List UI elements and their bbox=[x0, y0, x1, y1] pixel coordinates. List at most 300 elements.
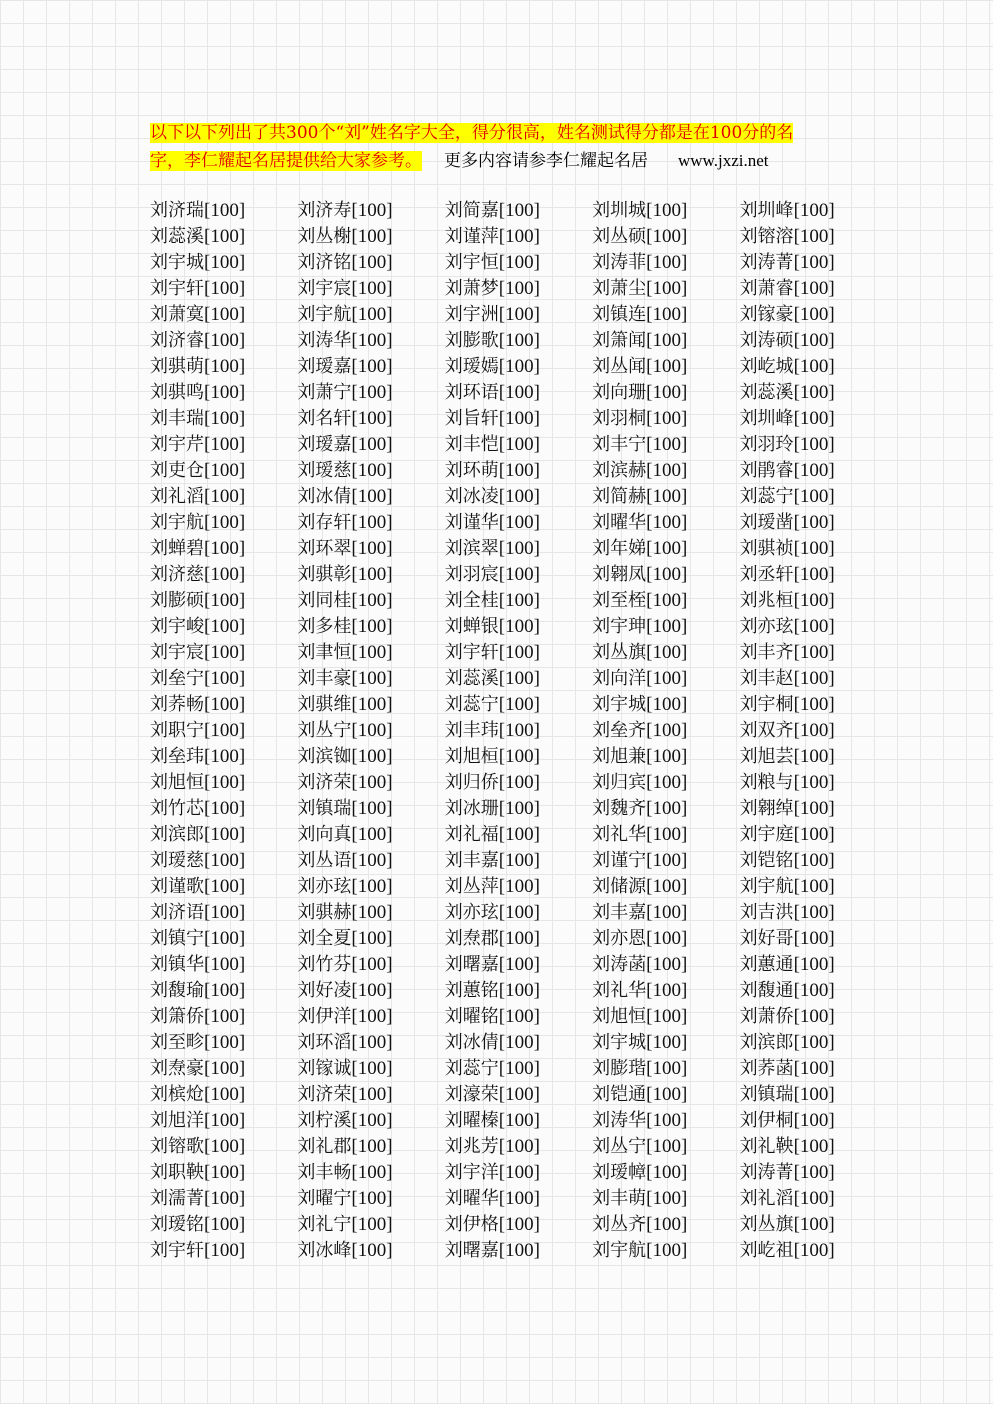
name-text: 刘双齐 bbox=[739, 720, 794, 741]
name-text: 刘竹芯 bbox=[150, 798, 204, 819]
name-entry bbox=[150, 354, 297, 380]
name-score: [100] bbox=[498, 1006, 540, 1027]
name-score: [100] bbox=[204, 1136, 246, 1157]
name-text: 刘聿恒 bbox=[297, 642, 352, 663]
name-entry bbox=[740, 250, 887, 276]
name-entry bbox=[740, 1056, 887, 1082]
name-score: [100] bbox=[204, 824, 246, 845]
name-entry bbox=[592, 276, 739, 302]
name-entry bbox=[592, 796, 739, 822]
name-text: 刘瑷慈 bbox=[297, 460, 352, 481]
name-entry bbox=[297, 1160, 444, 1186]
name-score: [100] bbox=[793, 928, 835, 949]
name-score: [100] bbox=[351, 1188, 393, 1209]
name-score: [100] bbox=[646, 538, 688, 559]
name-score: [100] bbox=[204, 200, 246, 221]
name-text: 刘宇航 bbox=[739, 876, 794, 897]
name-text: 刘谨宁 bbox=[592, 850, 647, 871]
name-entry bbox=[740, 770, 887, 796]
name-score: [100] bbox=[646, 980, 688, 1001]
name-entry bbox=[150, 822, 297, 848]
name-entry bbox=[740, 406, 887, 432]
name-score: [100] bbox=[351, 460, 393, 481]
name-score: [100] bbox=[646, 330, 688, 351]
name-text: 刘向洋 bbox=[592, 668, 647, 689]
name-score: [100] bbox=[793, 512, 835, 533]
name-entry bbox=[445, 1186, 592, 1212]
name-score: [100] bbox=[498, 1188, 540, 1209]
name-score: [100] bbox=[204, 798, 246, 819]
name-entry bbox=[740, 848, 887, 874]
name-text: 刘丰萌 bbox=[592, 1188, 647, 1209]
name-entry bbox=[592, 848, 739, 874]
name-text: 刘亦玹 bbox=[739, 616, 794, 637]
name-entry bbox=[297, 952, 444, 978]
name-text: 刘羽宸 bbox=[444, 564, 499, 585]
name-entry bbox=[445, 1030, 592, 1056]
name-text: 刘礼福 bbox=[444, 824, 499, 845]
name-entry bbox=[740, 380, 887, 406]
name-entry bbox=[150, 224, 297, 250]
name-score: [100] bbox=[351, 1058, 393, 1079]
name-text: 刘宇航 bbox=[150, 512, 204, 533]
name-score: [100] bbox=[204, 278, 246, 299]
name-entry bbox=[592, 198, 739, 224]
name-text: 刘曜榛 bbox=[444, 1110, 499, 1131]
name-entry bbox=[445, 328, 592, 354]
name-entry bbox=[297, 718, 444, 744]
name-score: [100] bbox=[351, 1162, 393, 1183]
name-entry bbox=[150, 1056, 297, 1082]
name-entry bbox=[150, 1030, 297, 1056]
name-entry bbox=[297, 692, 444, 718]
name-entry bbox=[150, 432, 297, 458]
name-score: [100] bbox=[498, 902, 540, 923]
name-text: 刘铠铭 bbox=[739, 850, 794, 871]
name-score: [100] bbox=[204, 538, 246, 559]
name-score: [100] bbox=[793, 434, 835, 455]
name-score: [100] bbox=[646, 1188, 688, 1209]
name-entry bbox=[297, 1056, 444, 1082]
name-entry bbox=[445, 302, 592, 328]
name-text: 刘涛菁 bbox=[739, 252, 794, 273]
name-score: [100] bbox=[646, 356, 688, 377]
name-score: [100] bbox=[498, 1162, 540, 1183]
name-entry bbox=[297, 536, 444, 562]
name-score: [100] bbox=[793, 642, 835, 663]
name-entry bbox=[592, 510, 739, 536]
name-score: [100] bbox=[498, 850, 540, 871]
name-text: 刘济铭 bbox=[297, 252, 352, 273]
name-score: [100] bbox=[351, 616, 393, 637]
name-score: [100] bbox=[646, 720, 688, 741]
name-score: [100] bbox=[351, 1084, 393, 1105]
name-text: 刘礼郡 bbox=[297, 1136, 352, 1157]
name-score: [100] bbox=[204, 1006, 246, 1027]
name-text: 刘曜华 bbox=[444, 1188, 499, 1209]
name-entry bbox=[592, 562, 739, 588]
name-text: 刘瑷幛 bbox=[592, 1162, 647, 1183]
name-score: [100] bbox=[498, 772, 540, 793]
name-entry bbox=[740, 328, 887, 354]
name-entry bbox=[740, 978, 887, 1004]
name-score: [100] bbox=[204, 668, 246, 689]
name-score: [100] bbox=[793, 1162, 835, 1183]
name-text: 刘曜华 bbox=[592, 512, 647, 533]
name-text: 刘丰玮 bbox=[444, 720, 499, 741]
name-entry bbox=[740, 1238, 887, 1264]
name-text: 刘亦玹 bbox=[297, 876, 352, 897]
name-text: 刘蝉银 bbox=[444, 616, 499, 637]
name-score: [100] bbox=[646, 954, 688, 975]
name-text: 刘旭芸 bbox=[739, 746, 794, 767]
name-entry bbox=[150, 276, 297, 302]
name-text: 刘馥瑜 bbox=[150, 980, 204, 1001]
intro-line-2 bbox=[150, 147, 850, 175]
name-score: [100] bbox=[351, 330, 393, 351]
name-score: [100] bbox=[793, 278, 835, 299]
name-text: 刘吉洪 bbox=[739, 902, 794, 923]
more-content-note: 更多内容请参李仁耀起名居 bbox=[444, 151, 648, 171]
name-text: 刘亦恩 bbox=[592, 928, 647, 949]
name-entry bbox=[150, 848, 297, 874]
name-score: [100] bbox=[498, 824, 540, 845]
name-score: [100] bbox=[793, 252, 835, 273]
name-text: 刘归侨 bbox=[444, 772, 499, 793]
name-entry bbox=[445, 1004, 592, 1030]
name-text: 刘伊洋 bbox=[297, 1006, 352, 1027]
name-score: [100] bbox=[204, 980, 246, 1001]
name-text: 刘翱凤 bbox=[592, 564, 647, 585]
name-text: 刘骐赫 bbox=[297, 902, 352, 923]
name-entry bbox=[150, 536, 297, 562]
name-score: [100] bbox=[204, 694, 246, 715]
name-text: 刘萧宁 bbox=[297, 382, 352, 403]
name-text: 刘丛语 bbox=[297, 850, 352, 871]
name-text: 刘简赫 bbox=[592, 486, 647, 507]
name-score: [100] bbox=[351, 668, 393, 689]
name-score: [100] bbox=[498, 434, 540, 455]
name-entry bbox=[445, 822, 592, 848]
name-text: 刘旨轩 bbox=[444, 408, 499, 429]
name-entry bbox=[592, 380, 739, 406]
name-text: 刘镇瑞 bbox=[297, 798, 352, 819]
name-text: 刘存轩 bbox=[297, 512, 352, 533]
name-score: [100] bbox=[351, 1006, 393, 1027]
name-score: [100] bbox=[498, 746, 540, 767]
name-text: 刘羽桐 bbox=[592, 408, 647, 429]
name-score: [100] bbox=[204, 1058, 246, 1079]
name-score: [100] bbox=[351, 824, 393, 845]
name-text: 刘骐维 bbox=[297, 694, 352, 715]
name-entry bbox=[150, 1082, 297, 1108]
name-entry bbox=[150, 614, 297, 640]
name-entry bbox=[445, 1082, 592, 1108]
name-text: 刘丰宁 bbox=[592, 434, 647, 455]
name-score: [100] bbox=[498, 226, 540, 247]
name-score: [100] bbox=[646, 408, 688, 429]
name-text: 刘丞轩 bbox=[739, 564, 794, 585]
name-entry bbox=[740, 1004, 887, 1030]
name-score: [100] bbox=[204, 642, 246, 663]
name-score: [100] bbox=[646, 824, 688, 845]
name-text: 刘丛旗 bbox=[592, 642, 647, 663]
name-text: 刘宇恒 bbox=[444, 252, 499, 273]
name-score: [100] bbox=[498, 668, 540, 689]
name-score: [100] bbox=[351, 408, 393, 429]
name-entry bbox=[740, 640, 887, 666]
name-entry bbox=[150, 588, 297, 614]
name-score: [100] bbox=[204, 746, 246, 767]
name-text: 刘滨赫 bbox=[592, 460, 647, 481]
name-entry bbox=[297, 926, 444, 952]
name-text: 刘丛齐 bbox=[592, 1214, 647, 1235]
name-entry bbox=[740, 198, 887, 224]
name-score: [100] bbox=[498, 1084, 540, 1105]
name-text: 刘柠溪 bbox=[297, 1110, 352, 1131]
name-entry bbox=[740, 432, 887, 458]
name-score: [100] bbox=[204, 902, 246, 923]
name-text: 刘馥通 bbox=[739, 980, 794, 1001]
name-score: [100] bbox=[646, 564, 688, 585]
name-text: 刘铠通 bbox=[592, 1084, 647, 1105]
name-score: [100] bbox=[646, 1006, 688, 1027]
name-score: [100] bbox=[351, 304, 393, 325]
name-entry bbox=[592, 250, 739, 276]
name-entry bbox=[592, 224, 739, 250]
name-text: 刘宇轩 bbox=[150, 1240, 204, 1261]
name-score: [100] bbox=[498, 720, 540, 741]
name-entry bbox=[592, 666, 739, 692]
name-score: [100] bbox=[498, 408, 540, 429]
name-score: [100] bbox=[646, 798, 688, 819]
name-entry bbox=[297, 380, 444, 406]
name-score: [100] bbox=[204, 876, 246, 897]
name-score: [100] bbox=[498, 876, 540, 897]
name-score: [100] bbox=[793, 590, 835, 611]
name-score: [100] bbox=[793, 720, 835, 741]
name-score: [100] bbox=[204, 1032, 246, 1053]
name-score: [100] bbox=[351, 928, 393, 949]
name-text: 刘旭洋 bbox=[150, 1110, 204, 1131]
name-entry bbox=[592, 1030, 739, 1056]
name-entry bbox=[740, 354, 887, 380]
name-text: 刘宇城 bbox=[592, 694, 647, 715]
name-score: [100] bbox=[793, 1032, 835, 1053]
name-entry bbox=[592, 1212, 739, 1238]
name-score: [100] bbox=[793, 902, 835, 923]
name-text: 刘宇珅 bbox=[592, 616, 647, 637]
name-text: 刘丛萍 bbox=[444, 876, 499, 897]
name-entry bbox=[297, 432, 444, 458]
name-text: 刘济语 bbox=[150, 902, 204, 923]
name-text: 刘蕊宁 bbox=[444, 1058, 499, 1079]
name-score: [100] bbox=[351, 642, 393, 663]
name-score: [100] bbox=[646, 1058, 688, 1079]
name-text: 刘翱绰 bbox=[739, 798, 794, 819]
name-entry bbox=[592, 406, 739, 432]
name-text: 刘骐彰 bbox=[297, 564, 352, 585]
name-text: 刘丛硕 bbox=[592, 226, 647, 247]
name-entry bbox=[445, 276, 592, 302]
name-text: 刘鹃睿 bbox=[739, 460, 794, 481]
name-text: 刘丰豪 bbox=[297, 668, 352, 689]
name-entry bbox=[150, 406, 297, 432]
name-text: 刘名轩 bbox=[297, 408, 352, 429]
name-entry bbox=[592, 1082, 739, 1108]
name-text: 刘丛宁 bbox=[592, 1136, 647, 1157]
website-link[interactable]: www.jxzi.net bbox=[678, 151, 769, 170]
name-score: [100] bbox=[498, 330, 540, 351]
name-text: 刘礼鞅 bbox=[739, 1136, 794, 1157]
name-entry bbox=[592, 302, 739, 328]
name-entry bbox=[445, 432, 592, 458]
name-text: 刘镇宁 bbox=[150, 928, 204, 949]
name-entry bbox=[297, 744, 444, 770]
name-text: 刘宇轩 bbox=[444, 642, 499, 663]
name-entry bbox=[445, 770, 592, 796]
name-entry bbox=[445, 458, 592, 484]
name-entry bbox=[445, 588, 592, 614]
name-text: 刘萧梦 bbox=[444, 278, 499, 299]
name-text: 刘圳峰 bbox=[739, 408, 794, 429]
name-entry bbox=[592, 614, 739, 640]
name-entry bbox=[297, 666, 444, 692]
intro-line-2-text: 字，李仁耀起名居提供给大家参考。 bbox=[150, 151, 422, 171]
name-text: 刘储源 bbox=[592, 876, 647, 897]
name-entry bbox=[445, 952, 592, 978]
name-text: 刘冰倩 bbox=[297, 486, 352, 507]
name-score: [100] bbox=[204, 434, 246, 455]
name-score: [100] bbox=[351, 226, 393, 247]
name-entry bbox=[445, 718, 592, 744]
name-entry bbox=[445, 926, 592, 952]
name-text: 刘丰赵 bbox=[739, 668, 794, 689]
name-entry bbox=[445, 250, 592, 276]
name-text: 刘伊格 bbox=[444, 1214, 499, 1235]
name-score: [100] bbox=[646, 928, 688, 949]
name-score: [100] bbox=[646, 1110, 688, 1131]
name-entry bbox=[592, 1134, 739, 1160]
name-text: 刘焘郡 bbox=[444, 928, 499, 949]
name-text: 刘蕙铭 bbox=[444, 980, 499, 1001]
name-score: [100] bbox=[351, 278, 393, 299]
name-entry bbox=[592, 458, 739, 484]
name-entry bbox=[150, 458, 297, 484]
name-score: [100] bbox=[498, 694, 540, 715]
name-entry bbox=[297, 250, 444, 276]
name-score: [100] bbox=[793, 1058, 835, 1079]
name-score: [100] bbox=[793, 564, 835, 585]
name-text: 刘垒齐 bbox=[592, 720, 647, 741]
name-text: 刘宇洋 bbox=[444, 1162, 499, 1183]
name-entry bbox=[445, 614, 592, 640]
name-entry bbox=[150, 380, 297, 406]
name-text: 刘镇连 bbox=[592, 304, 647, 325]
name-score: [100] bbox=[498, 590, 540, 611]
name-score: [100] bbox=[646, 434, 688, 455]
name-score: [100] bbox=[498, 200, 540, 221]
name-score: [100] bbox=[793, 616, 835, 637]
name-text: 刘萧睿 bbox=[739, 278, 794, 299]
name-score: [100] bbox=[646, 200, 688, 221]
name-text: 刘宇轩 bbox=[150, 278, 204, 299]
name-score: [100] bbox=[646, 226, 688, 247]
name-entry bbox=[740, 1134, 887, 1160]
name-entry bbox=[150, 562, 297, 588]
name-entry bbox=[592, 692, 739, 718]
name-score: [100] bbox=[646, 694, 688, 715]
name-text: 刘瑷铭 bbox=[150, 1214, 204, 1235]
name-score: [100] bbox=[351, 876, 393, 897]
name-entry bbox=[740, 510, 887, 536]
name-entry bbox=[740, 276, 887, 302]
name-entry bbox=[150, 484, 297, 510]
name-text: 刘丛榭 bbox=[297, 226, 352, 247]
name-score: [100] bbox=[793, 460, 835, 481]
name-entry bbox=[297, 1004, 444, 1030]
name-text: 刘圳城 bbox=[592, 200, 647, 221]
name-score: [100] bbox=[204, 382, 246, 403]
name-entry bbox=[445, 692, 592, 718]
name-text: 刘伊桐 bbox=[739, 1110, 794, 1131]
name-score: [100] bbox=[793, 226, 835, 247]
name-entry bbox=[592, 640, 739, 666]
name-text: 刘谨华 bbox=[444, 512, 499, 533]
name-entry bbox=[445, 1238, 592, 1264]
name-text: 刘圳峰 bbox=[739, 200, 794, 221]
name-entry bbox=[150, 250, 297, 276]
name-text: 刘好凌 bbox=[297, 980, 352, 1001]
name-text: 刘膨硕 bbox=[150, 590, 204, 611]
name-score: [100] bbox=[498, 1110, 540, 1131]
name-score: [100] bbox=[351, 512, 393, 533]
name-score: [100] bbox=[793, 798, 835, 819]
name-score: [100] bbox=[498, 382, 540, 403]
name-text: 刘职鞅 bbox=[150, 1162, 204, 1183]
name-score: [100] bbox=[351, 980, 393, 1001]
name-score: [100] bbox=[351, 252, 393, 273]
name-entry bbox=[150, 718, 297, 744]
name-score: [100] bbox=[204, 408, 246, 429]
name-text: 刘濡菁 bbox=[150, 1188, 204, 1209]
name-score: [100] bbox=[204, 330, 246, 351]
name-entry bbox=[150, 510, 297, 536]
name-entry bbox=[297, 406, 444, 432]
name-text: 刘礼华 bbox=[592, 980, 647, 1001]
intro-line-1-text: 以下以下列出了共300个“刘”姓名字大全，得分很高，姓名测试得分都是在100分的名 bbox=[150, 123, 794, 143]
name-score: [100] bbox=[498, 1240, 540, 1261]
name-text: 刘魏齐 bbox=[592, 798, 647, 819]
name-entry bbox=[445, 354, 592, 380]
name-entry bbox=[150, 1108, 297, 1134]
name-text: 刘萧寞 bbox=[150, 304, 204, 325]
name-text: 刘年娣 bbox=[592, 538, 647, 559]
name-entry bbox=[740, 614, 887, 640]
name-text: 刘蕊溪 bbox=[739, 382, 794, 403]
name-text: 刘箫闻 bbox=[592, 330, 647, 351]
name-entry bbox=[445, 380, 592, 406]
name-entry bbox=[445, 1108, 592, 1134]
name-score: [100] bbox=[351, 850, 393, 871]
name-entry bbox=[740, 588, 887, 614]
name-score: [100] bbox=[204, 1188, 246, 1209]
name-text: 刘环萌 bbox=[444, 460, 499, 481]
name-entry bbox=[592, 484, 739, 510]
name-text: 刘礼宁 bbox=[297, 1214, 352, 1235]
name-text: 刘同桂 bbox=[297, 590, 352, 611]
name-text: 刘亦玹 bbox=[444, 902, 499, 923]
